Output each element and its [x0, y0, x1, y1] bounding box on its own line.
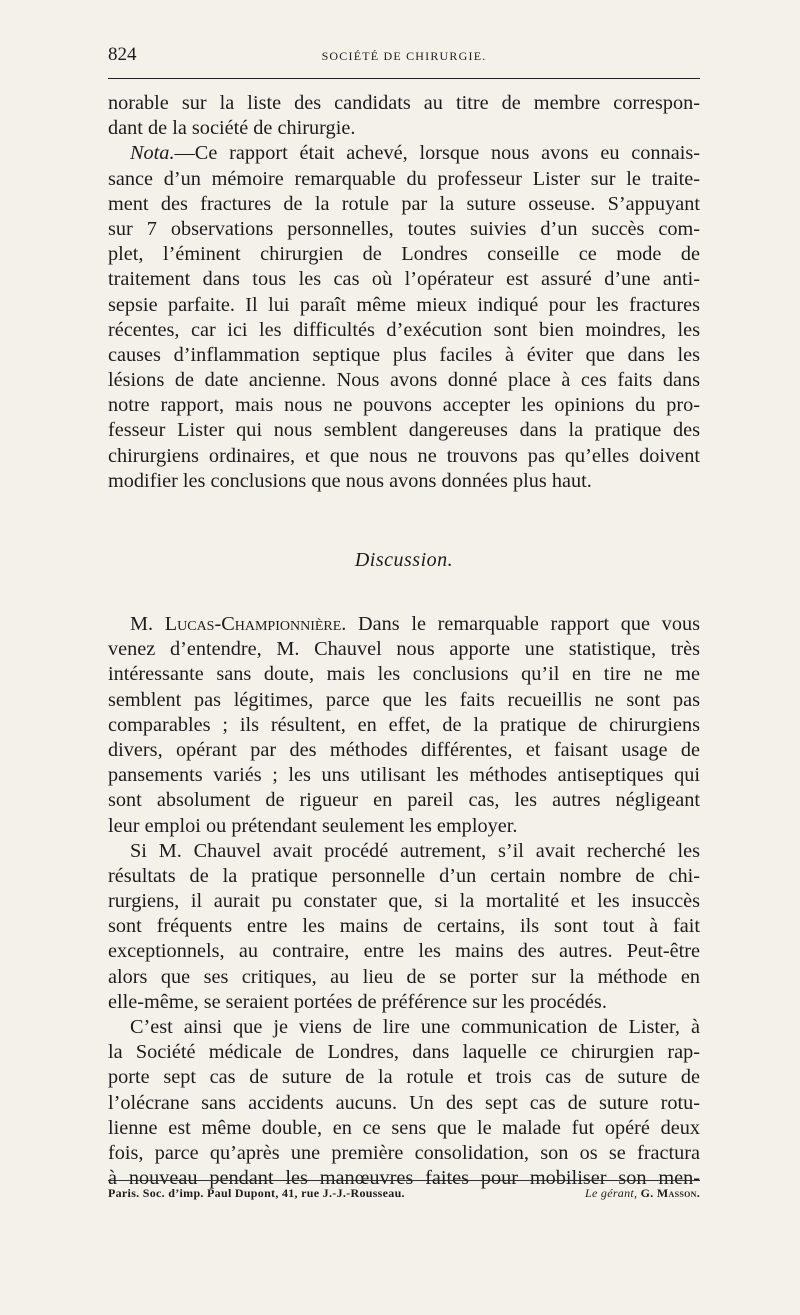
- text-line: intéressante sans doute, mais les conclusions qu’il en tire ne me: [108, 663, 700, 686]
- text-line: exceptionnels, au contraire, entre les mains des autres. Peut-être: [108, 940, 700, 963]
- nota-lead: Nota.: [130, 142, 175, 165]
- text-line: rurgiens, il aurait pu constater que, si la mortalité et les insuccès: [108, 890, 700, 913]
- text-line: plet, l’éminent chirurgien de Londres conseille ce mode de: [108, 243, 700, 266]
- text-line: sont absolument de rigueur en pareil cas, les autres négligeant: [108, 789, 700, 812]
- journal-title: SOCIÉTÉ DE CHIRURGIE.: [321, 49, 487, 63]
- text-line: la Société médicale de Londres, dans laquelle ce chirurgien rap-: [108, 1041, 700, 1064]
- text-line: dant de la société de chirurgie.: [108, 117, 356, 140]
- printer-imprint: Paris. Soc. d’imp. Paul Dupont, 41, rue J.-J.-Rousseau.: [108, 1186, 405, 1200]
- text-line: leur emploi ou prétendant seulement les employer.: [108, 814, 518, 837]
- text-line: [108, 141, 700, 166]
- imprint-footer: [108, 1186, 700, 1204]
- text-line: elle-même, se seraient portées de préférence sur les procédés.: [108, 990, 607, 1013]
- text-line: causes d’inflammation septique plus faciles à éviter que dans les: [108, 343, 700, 366]
- publisher-credit: [585, 1186, 700, 1201]
- speech-text: Dans le remarquable rapport que vous: [346, 613, 700, 635]
- manager-label: Le gérant,: [585, 1186, 638, 1200]
- speaker-name: M. Lucas-Championnière.: [130, 613, 347, 635]
- text-line: ment des fractures de la rotule par la suture osseuse. S’appuyant: [108, 192, 700, 215]
- text-line: divers, opérant par des méthodes différentes, et faisant usage de: [108, 738, 700, 761]
- text-line: Si M. Chauvel avait procédé autrement, s’il avait recherché les: [130, 839, 700, 862]
- text-line: à nouveau pendant les manœuvres faites pour mobiliser son men-: [108, 1167, 700, 1190]
- text-line: lienne est même double, en ce sens que le malade fut opéré deux: [108, 1116, 700, 1139]
- text-line: lésions de date ancienne. Nous avons donné place à ces faits dans: [108, 369, 700, 392]
- text-line: chirurgiens ordinaires, et que nous ne trouvons pas qu’elles doivent: [108, 444, 700, 467]
- nota-text: —Ce rapport était achevé, lorsque nous avons eu connais-: [174, 142, 700, 165]
- discussion-block: [108, 612, 700, 1191]
- text-line: sont fréquents entre les mains de certains, ils sont tout à fait: [108, 915, 700, 938]
- text-line: pansements variés ; les uns utilisant les méthodes antiseptiques qui: [108, 764, 700, 787]
- text-line: alors que ses critiques, au lieu de se porter sur la méthode en: [108, 965, 700, 988]
- footer-rule: [108, 1180, 700, 1181]
- text-line: comparables ; ils résultent, en effet, de la pratique de chirurgiens: [108, 713, 700, 736]
- text-line: résultats de la pratique personnelle d’un certain nombre de chi-: [108, 864, 700, 887]
- header-rule: [108, 78, 700, 79]
- text-line: sance d’un mémoire remarquable du professeur Lister sur le traite-: [108, 167, 700, 190]
- text-line: traitement dans tous les cas où l’opérateur est assuré d’une anti-: [108, 268, 700, 291]
- text-line: modifier les conclusions que nous avons données plus haut.: [108, 469, 592, 492]
- page-number: 824: [108, 44, 137, 65]
- report-ending: [108, 91, 700, 494]
- text-line: semblent pas légitimes, parce que les faits recueillis ne sont pas: [108, 688, 700, 711]
- text-line: l’olécrane sans accidents aucuns. Un des sept cas de suture rotu-: [108, 1091, 700, 1114]
- text-line: norable sur la liste des candidats au titre de membre correspon-: [108, 92, 700, 114]
- text-line: notre rapport, mais nous ne pouvons accepter les opinions du pro-: [108, 394, 700, 417]
- section-heading: Discussion.: [354, 549, 454, 571]
- text-line: venez d’entendre, M. Chauvel nous apporte une statistique, très: [108, 638, 700, 661]
- text-line: fois, parce qu’après une première consolidation, son os se fractura: [108, 1141, 700, 1164]
- text-line: sur 7 observations personnelles, toutes suivies d’un succès com-: [108, 217, 700, 240]
- text-line: porte sept cas de suture de la rotule et trois cas de suture de: [108, 1066, 700, 1089]
- manager-name: G. Masson.: [640, 1186, 700, 1200]
- text-line: récentes, car ici les difficultés d’exécution sont bien moindres, les: [108, 318, 700, 341]
- text-line: [108, 612, 700, 637]
- text-line: sepsie parfaite. Il lui paraît même mieux indiqué pour les fractures: [108, 293, 700, 316]
- text-line: C’est ainsi que je viens de lire une communication de Lister, à: [130, 1016, 700, 1038]
- text-line: fesseur Lister qui nous semblent dangereuses dans la pratique des: [108, 419, 700, 442]
- running-head: [108, 44, 700, 72]
